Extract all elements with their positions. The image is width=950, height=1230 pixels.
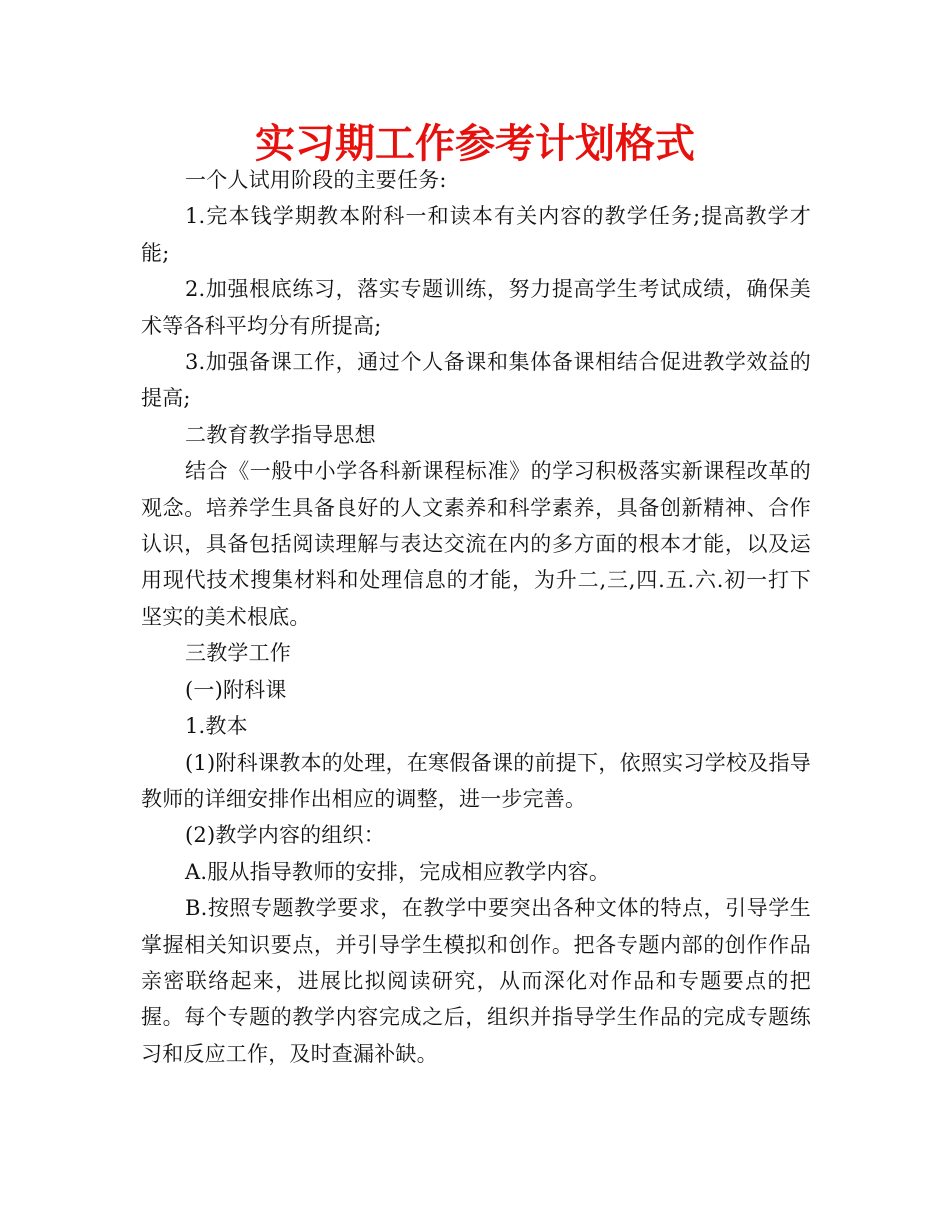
paragraph-4: 3.加强备课工作，通过个人备课和集体备课相结合促进教学效益的提高; [141, 350, 811, 411]
section-heading-3: 三教学工作 [185, 641, 291, 666]
paragraph-6: 结合《一般中小学各科新课程标准》的学习积极落实新课程改革的观念。培养学生具备良好的人文素养和科学素养，具备创新精神、合作认识，具备包括阅读理解与表达交流在内的多方面的根本才能，以及运用现代技术搜集材料和处理信息的才能，为升二,三,四.五.六.初一打下坚实的美术根底。 [141, 459, 811, 629]
paragraph-1: 一个人试用阶段的主要任务: [185, 168, 447, 192]
paragraph-3: 2.加强根底练习，落实专题训练，努力提高学生考试成绩，确保美术等各科平均分有所提高; [141, 277, 811, 338]
section-heading-2: 二教育教学指导思想 [185, 422, 376, 447]
paragraph-10: (1)附科课教本的处理，在寒假备课的前提下，依照实习学校及指导教师的详细安排作出相应的调整，进一步完善。 [141, 750, 811, 811]
paragraph-11: (2)教学内容的组织： [185, 823, 385, 848]
document-body [141, 162, 811, 1072]
item-heading-1: 1.教本 [185, 714, 248, 739]
paragraph-12: A.服从指导教师的安排，完成相应教学内容。 [185, 859, 611, 884]
paragraph-13: B.按照专题教学要求，在教学中要突出各种文体的特点，引导学生掌握相关知识要点，并引导学生模拟和创作。把各专题内部的创作作品亲密联络起来，进展比拟阅读研究，从而深化对作品和专题要点的把握。每个专题的教学内容完成之后，组织并指导学生作品的完成专题练习和反应工作，及时查漏补缺。 [141, 896, 811, 1066]
subsection-heading-1: (一)附科课 [185, 677, 287, 702]
paragraph-2: 1.完本钱学期教本附科一和读本有关内容的教学任务;提高教学才能; [141, 204, 811, 265]
document-title: 实习期工作参考计划格式 [255, 121, 695, 167]
